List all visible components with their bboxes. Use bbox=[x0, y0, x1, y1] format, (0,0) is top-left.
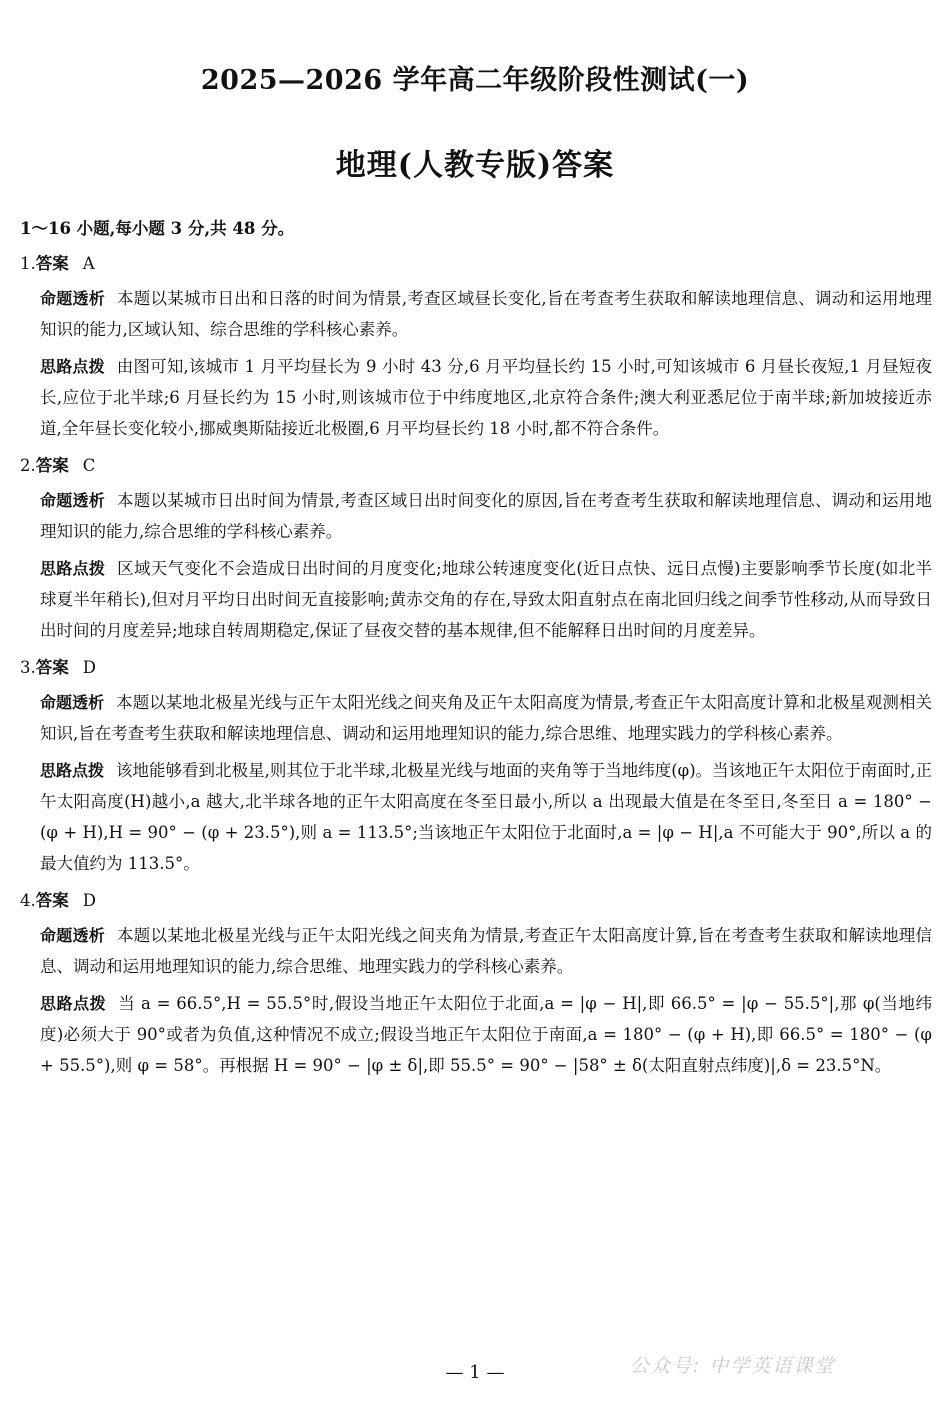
intent-label: 命题透析 bbox=[40, 926, 106, 945]
hint-text: 区域天气变化不会造成日出时间的月度变化;地球公转速度变化(近日点快、远日点慢)主要影响季节长度(如北半球夏半年稍长),但对月平均日出时间无直接影响;黄赤交角的存在,导致太阳直射点在南北回归线之间季节性移动,从而导致日出时间的月度差异;地球自转周期稳定,保证了昼夜交替的基本规律,但不能解释日出时间的月度差异。 bbox=[40, 559, 932, 640]
answer-letter: D bbox=[82, 658, 96, 677]
answer-content bbox=[20, 213, 932, 1087]
question-number: 3. bbox=[20, 658, 36, 677]
hint-paragraph bbox=[20, 755, 932, 879]
hint-text: 当 a = 66.5°,H = 55.5°时,假设当地正午太阳位于北面,a = |φ − H|,即 66.5° = |φ − 55.5°|,那 φ(当地纬度)必须大于 90°或者为负值,这种情况不成立;假设当地正午太阳位于南面,a = 180° − (φ + H),即 66.5° = 180° − (φ + 55.5°),则 φ = 58°。再根据 H = 90° − |φ ± δ|,即 55.5° = 90° − |58° ± δ(太阳直射点纬度)|,δ = 23.5°N。 bbox=[40, 994, 932, 1075]
question-header bbox=[20, 652, 932, 683]
question-header bbox=[20, 885, 932, 916]
answer-label: 答案 bbox=[35, 254, 69, 273]
page-subtitle: 地理(人教专版)答案 bbox=[335, 148, 615, 183]
question-4 bbox=[20, 885, 932, 1081]
hint-label: 思路点拨 bbox=[40, 761, 105, 780]
intent-label: 命题透析 bbox=[40, 289, 106, 308]
answer-label: 答案 bbox=[35, 658, 69, 677]
hint-label: 思路点拨 bbox=[40, 994, 107, 1013]
intent-paragraph bbox=[20, 920, 932, 982]
intent-label: 命题透析 bbox=[40, 491, 106, 510]
question-3 bbox=[20, 652, 932, 879]
answer-label: 答案 bbox=[35, 891, 69, 910]
hint-paragraph bbox=[20, 351, 932, 444]
question-header bbox=[20, 248, 932, 279]
intent-text: 本题以某地北极星光线与正午太阳光线之间夹角为情景,考查正午太阳高度计算,旨在考查考生获取和解读地理信息、调动和运用地理知识的能力,综合思维、地理实践力的学科核心素养。 bbox=[40, 926, 932, 976]
page-number: — 1 — bbox=[445, 1362, 505, 1383]
question-number: 4. bbox=[20, 891, 36, 910]
hint-text: 由图可知,该城市 1 月平均昼长为 9 小时 43 分,6 月平均昼长约 15 小时,可知该城市 6 月昼长夜短,1 月昼短夜长,应位于北半球;6 月昼长约为 15 小时,则该城市位于中纬度地区,北京符合条件;澳大利亚悉尼位于南半球;新加坡接近赤道,全年昼长变化较小,挪威奥斯陆接近北极圈,6 月平均昼长约 18 小时,都不符合条件。 bbox=[40, 357, 932, 438]
question-1 bbox=[20, 248, 932, 444]
hint-text: 该地能够看到北极星,则其位于北半球,北极星光线与地面的夹角等于当地纬度(φ)。当该地正午太阳位于南面时,正午太阳高度(H)越小,a 越大,北半球各地的正午太阳高度在冬至日最小,所以 a 出现最大值是在冬至日,冬至日 a = 180° − (φ + H),H = 90° − (φ + 23.5°),则 a = 113.5°;当该地正午太阳位于北面时,a = |φ − H|,a 不可能大于 90°,所以 a 的最大值约为 113.5°。 bbox=[40, 761, 932, 873]
question-number: 1. bbox=[20, 254, 36, 273]
intent-text: 本题以某城市日出和日落的时间为情景,考查区域昼长变化,旨在考查考生获取和解读地理信息、调动和运用地理知识的能力,区域认知、综合思维的学科核心素养。 bbox=[40, 289, 932, 339]
answer-label: 答案 bbox=[35, 456, 69, 475]
question-number: 2. bbox=[20, 456, 36, 475]
watermark: 公众号: 中学英语课堂 bbox=[630, 1355, 836, 1377]
question-2 bbox=[20, 450, 932, 646]
page-title: 2025—2026 学年高二年级阶段性测试(一) bbox=[200, 65, 750, 96]
intent-text: 本题以某地北极星光线与正午太阳光线之间夹角及正午太阳高度为情景,考查正午太阳高度计算和北极星观测相关知识,旨在考查考生获取和解读地理信息、调动和运用地理知识的能力,综合思维、地理实践力的学科核心素养。 bbox=[40, 693, 932, 743]
answer-letter: A bbox=[82, 254, 95, 273]
intent-paragraph bbox=[20, 283, 932, 345]
question-header bbox=[20, 450, 932, 481]
intent-label: 命题透析 bbox=[40, 693, 105, 712]
answer-letter: D bbox=[82, 891, 96, 910]
intent-paragraph bbox=[20, 687, 932, 749]
hint-paragraph bbox=[20, 553, 932, 646]
intent-text: 本题以某城市日出时间为情景,考查区域日出时间变化的原因,旨在考查考生获取和解读地理信息、调动和运用地理知识的能力,综合思维的学科核心素养。 bbox=[40, 491, 932, 541]
answer-letter: C bbox=[82, 456, 96, 475]
hint-label: 思路点拨 bbox=[40, 559, 106, 578]
hint-paragraph bbox=[20, 988, 932, 1081]
intent-paragraph bbox=[20, 485, 932, 547]
scoring-intro: 1～16 小题,每小题 3 分,共 48 分。 bbox=[20, 219, 295, 238]
hint-label: 思路点拨 bbox=[40, 357, 105, 376]
